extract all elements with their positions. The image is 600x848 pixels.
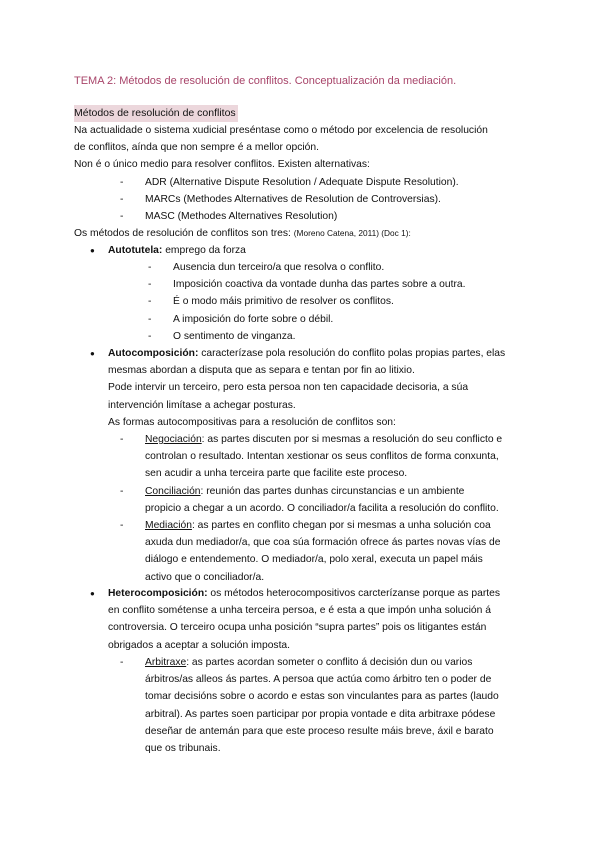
method-desc: caracterízase pola resolución do conflito polas propias partes, elas — [198, 348, 506, 359]
method-line: controversia. O terceiro ocupa unha posición “supra partes” pois os litigantes están — [108, 622, 487, 634]
method-term: Autocomposición: — [108, 348, 199, 359]
form-line: : as partes discuten por si mesmas a resolución do seu conflicto e — [201, 434, 503, 445]
alternative-item: - MARCs (Methodes Alternatives de Resolution de Controversias). — [120, 191, 459, 208]
method-line: Pode intervir un terceiro, pero esta persoa non ten capacidade decisoria, a súa — [108, 382, 469, 394]
form-line: : reunión das partes dunhas circunstancias e un ambiente — [200, 485, 465, 497]
autotutela-item: - A imposición do forte sobre o débil. — [148, 311, 466, 328]
method-line: As formas autocompositivas para a resolución de conflitos son: — [108, 416, 396, 428]
method-line: obrigados a aceptar a solución imposta. — [108, 639, 291, 651]
intro-line: Non é o único medio para resolver conflitos. Existen alternativas: — [74, 159, 370, 171]
method-heterocomposicion — [90, 585, 530, 654]
intro-line: Na actualidade o sistema xudicial preséntase como o método por excelencia de resolución — [74, 125, 488, 136]
document-title: TEMA 2: Métodos de resolución de conflitos. Conceptualización da mediación. — [74, 75, 457, 87]
form-line: sen acudir a unha terceira parte que facilite este proceso. — [145, 468, 408, 480]
heterocomposicion-forms — [120, 654, 540, 757]
autotutela-list — [148, 259, 466, 345]
intro-line: de conflitos, aínda que non sempre é a mellor opción. — [74, 142, 319, 154]
method-desc: emprego da forza — [162, 245, 246, 256]
form-negociacion — [120, 431, 540, 483]
form-line: árbitros/as alleos ás partes. A persoa que actúa como árbitro ten o poder de — [145, 674, 492, 686]
method-line: intervención limítase a achegar posturas. — [108, 399, 296, 411]
form-line: axuda dun mediador/a, que coa súa formación ofrece ás partes novas vías de — [145, 537, 501, 549]
form-line: tomar decisións sobre o acordo e estas son vinculantes para as partes (laudo — [145, 691, 499, 703]
section-heading: Métodos de resolución de conflitos — [74, 105, 238, 122]
form-line: propicio a chegar a un acordo. O conciliador/a facilita a resolución do conflito. — [145, 502, 499, 514]
form-line: controlan o resultado. Intentan xestionar os seus conflitos de forma conxunta, — [145, 451, 499, 463]
form-conciliacion — [120, 483, 540, 517]
method-line: mesmas abordan a disputa que as separa e tentan por fin ao litixio. — [108, 365, 415, 377]
autotutela-item: - O sentimento de vinganza. — [148, 328, 466, 345]
form-term: Mediación — [145, 520, 192, 532]
alternatives-list — [120, 174, 459, 226]
alternative-item: - ADR (Alternative Dispute Resolution / Adequate Dispute Resolution). — [120, 174, 459, 191]
method-autotutela — [90, 242, 530, 259]
methods-reference: (Moreno Catena, 2011) (Doc 1): — [293, 228, 411, 238]
form-line: arbitral). As partes soen participar por propia vontade e dita arbitraxe pódese — [145, 708, 496, 720]
autotutela-item: - Ausencia dun terceiro/a que resolva o conflito. — [148, 259, 466, 276]
form-term: Conciliación — [145, 485, 201, 497]
form-line: activo que o conciliador/a. — [145, 571, 265, 583]
method-desc: os métodos heterocompositivos carcterízanse porque as partes — [207, 588, 501, 599]
alternative-item: - MASC (Methodes Alternatives Resolution) — [120, 208, 459, 225]
form-line: diálogo e entendemento. O mediador/a, polo xeral, executa un papel máis — [145, 554, 483, 566]
method-term: Autotutela: — [108, 245, 163, 256]
form-line: : as partes en conflito chegan por si mesmas a unha solución coa — [191, 520, 491, 532]
form-line: que os tribunais. — [145, 743, 221, 755]
method-line: en conflito sométense a unha terceira persoa, e é esta a que impón unha solución á — [108, 605, 491, 617]
form-line: : as partes acordan someter o conflito á decisión dun ou varios — [186, 657, 473, 668]
form-term: Negociación — [145, 434, 202, 445]
intro-paragraph — [74, 122, 534, 174]
autotutela-item: - É o modo máis primitivo de resolver os conflitos. — [148, 293, 466, 310]
form-term: Arbitraxe — [145, 657, 187, 668]
method-term: Heterocomposición: — [108, 588, 208, 599]
form-arbitraxe — [120, 654, 540, 757]
autotutela-item: - Imposición coactiva da vontade dunha das partes sobre a outra. — [148, 276, 466, 293]
form-line: deseñar de antemán para que este proceso resulte máis breve, áxil e barato — [145, 725, 494, 737]
methods-intro — [74, 225, 534, 242]
methods-intro-text: Os métodos de resolución de conflitos son tres: — [74, 228, 291, 239]
autocomposicion-forms — [120, 431, 540, 586]
form-mediacion — [120, 517, 540, 586]
method-autocomposicion — [90, 345, 530, 431]
